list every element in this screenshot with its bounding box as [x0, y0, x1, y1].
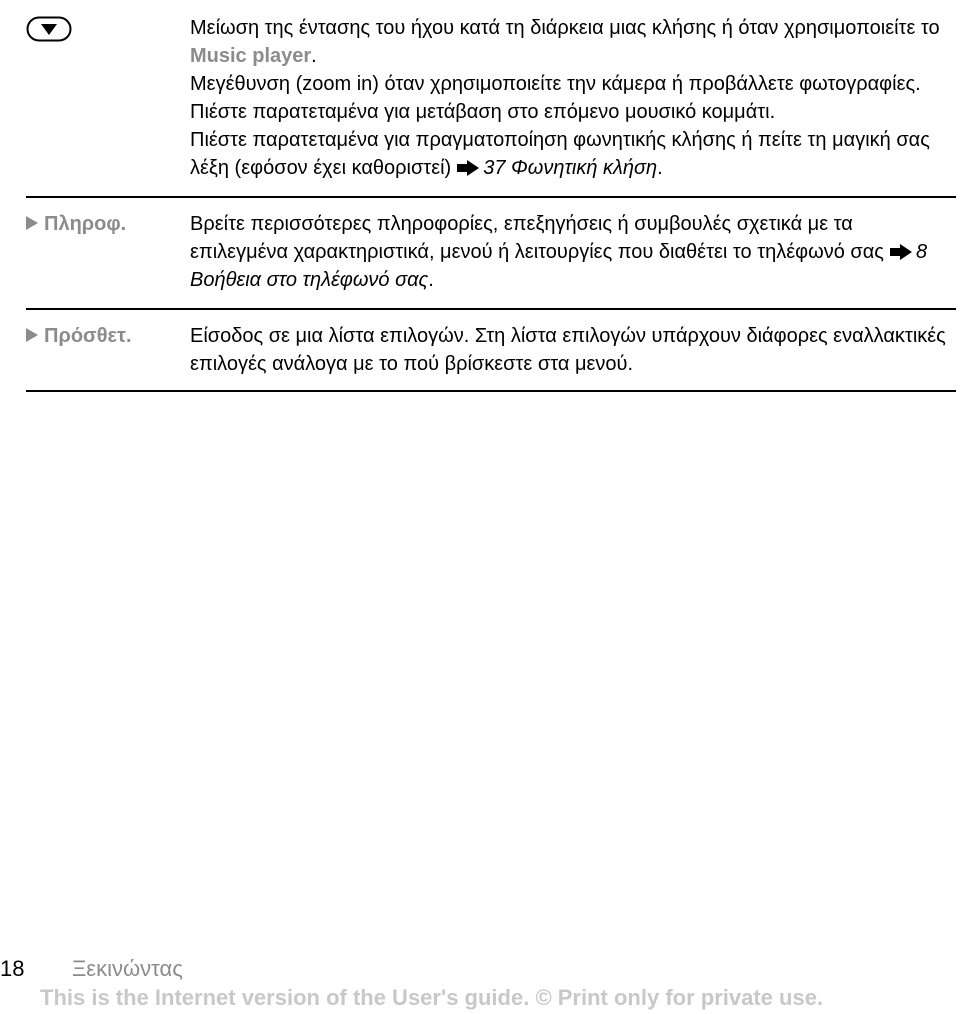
music-player-term: Music player [190, 45, 312, 67]
down-key-icon [26, 16, 72, 42]
description-line-next-track: Πιέστε παρατεταμένα για μετάβαση στο επόμενο μουσικό κομμάτι. [190, 101, 776, 123]
text-segment: Πιέστε παρατεταμένα για πραγματοποίηση φωνητικής κλήσης ή πείτε τη μαγική σας λέξη (εφόσον έχει καθοριστεί) [190, 129, 930, 179]
text-segment: . [311, 45, 317, 67]
menu-label-text: Πληροφ. [44, 213, 127, 235]
description-info [190, 210, 956, 294]
internet-version-notice: This is the Internet version of the User's guide. © Print only for private use. [40, 985, 824, 1010]
page-number: 18 [0, 956, 25, 981]
cross-reference-help: 8 Βοήθεια στο τηλέφωνό σας [190, 241, 928, 291]
description-cell [190, 14, 956, 182]
text-segment: . [428, 269, 434, 291]
key-function-table [26, 0, 956, 392]
key-cell [26, 210, 190, 294]
table-row-down-key [26, 0, 956, 198]
triangle-right-icon [26, 216, 38, 230]
description-more: Είσοδος σε μια λίστα επιλογών. Στη λίστα επιλογών υπάρχουν διάφορες εναλλακτικές επιλογές ανάλογα με το πού βρίσκεστε στα μενού. [190, 325, 946, 375]
description-line-volume [190, 14, 956, 70]
section-title: Ξεκινώντας [72, 956, 183, 981]
text-segment: . [657, 157, 663, 179]
table-row-info [26, 198, 956, 310]
description-line-zoom: Μεγέθυνση (zoom in) όταν χρησιμοποιείτε την κάμερα ή προβάλλετε φωτογραφίες. [190, 73, 921, 95]
key-cell [26, 14, 190, 182]
menu-label-more [26, 325, 132, 347]
reference-arrow-icon [457, 160, 479, 176]
description-cell [190, 322, 956, 378]
text-segment: Μείωση της έντασης του ήχου κατά τη διάρκεια μιας κλήσης ή όταν χρησιμοποιείτε το [190, 17, 940, 39]
reference-arrow-icon [890, 244, 912, 260]
menu-label-text: Πρόσθετ. [44, 325, 132, 347]
description-line-voice-call [190, 126, 956, 182]
table-row-more [26, 310, 956, 392]
description-cell [190, 210, 956, 294]
key-cell [26, 322, 190, 378]
text-segment: Βρείτε περισσότερες πληροφορίες, επεξηγήσεις ή συμβουλές σχετικά με τα επιλεγμένα χαρακτηριστικά, μενού ή λειτουργίες που διαθέτει το τηλέφωνό σας [190, 213, 884, 263]
cross-reference-voice-call: 37 Φωνητική κλήση [483, 157, 658, 179]
triangle-right-icon [26, 328, 38, 342]
menu-label-info [26, 213, 126, 235]
